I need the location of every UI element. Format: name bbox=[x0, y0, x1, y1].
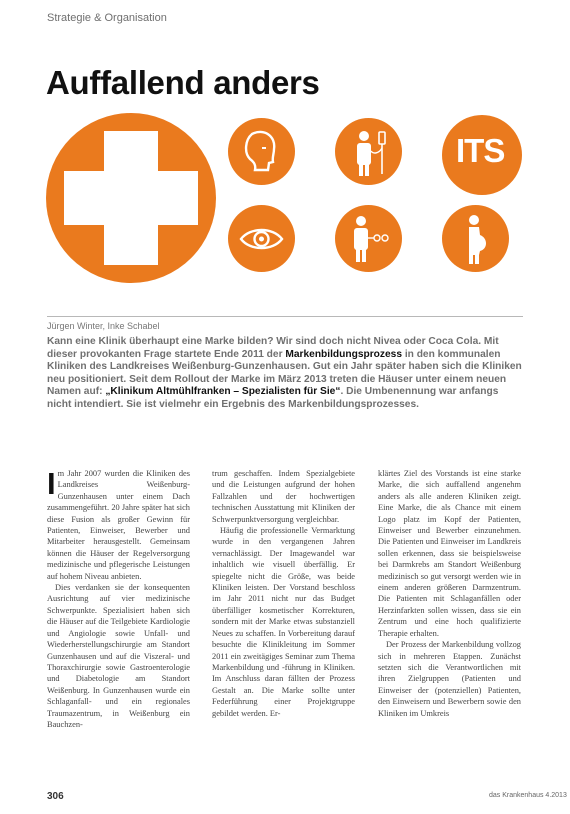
intro-text: in den kommunalen Kliniken des Landkreises Weißenburg-Gunzenhausen. Gut ein Jahr später haben sich die Kliniken neu positioniert. Seit dem Rollout der Marke im März 2013 treten die Häuser unter einem neuen Namen auf: bbox=[47, 348, 522, 398]
paragraph: m Jahr 2007 wurden die Kliniken des Landkreises Weißenburg-Gunzenhausen unter einem Dach zusammengeführt. 20 Jahre später hat sich diese Fusion als großer Gewinn für Patienten, Einweiser, Bewerber und Mitarbeiter herausgestellt. Gemeinsam können die Häuser der Regelversorgung medizinische und pflegerische Leistungen auf hohem Niveau anbieten. bbox=[47, 469, 190, 581]
body-column-3 bbox=[378, 468, 521, 719]
divider bbox=[47, 316, 523, 317]
drop-cap: I bbox=[47, 466, 56, 501]
body-column-2 bbox=[212, 468, 355, 719]
page-number: 306 bbox=[47, 791, 64, 802]
paragraph: Häufig die professionelle Vermarktung wurde in den vergangenen Jahren vernachlässigt. Der Imagewandel war inhaltlich wie visuell überfällig. Er spiegelte nicht die Größe, was beide Kliniken leisten. Der Vorstand beschloss im Jahr 2011 nicht nur das Budget überfälliger kosmetischer Korrekturen, sondern mit der Marke etwas substanziell Neues zu schaffen. In Vorbereitung darauf besuchte die Klinikleitung im Sommer 2011 ein zweitägiges Seminar zum Thema Markenbildung und -führung in Kliniken. Im Anschluss daran fällten der Prozess Gestalt an. Die Marke sollte unter Federführung einer Projektgruppe gebildet werden. Er- bbox=[212, 526, 355, 718]
infusion-patient-icon bbox=[335, 118, 402, 185]
paragraph: Der Prozess der Markenbildung vollzog sich in mehreren Etappen. Zunächst setzten sich die Verantwortlichen mit ihren Zielgruppen (Patienten und Einweiser der (potenziellen) Patienten, den Einweisern und Bewerbern sowie den Kliniken im Umkreis bbox=[378, 640, 521, 718]
page-title: Auffallend anders bbox=[46, 64, 320, 101]
intro-paragraph bbox=[47, 336, 525, 412]
intro-text: . Die Umbenennung war anfangs nicht intendiert. Sie ist vielmehr ein Ergebnis des Markenbildungsprozesses. bbox=[47, 386, 499, 410]
issue-label: das Krankenhaus 4.2013 bbox=[489, 792, 567, 799]
intro-text: Kann eine Klinik überhaupt eine Marke bilden? Wir sind doch nicht Nivea oder Coca Cola. Mit dieser provokanten Frage startete Ende 2011 der bbox=[47, 336, 499, 360]
byline: Jürgen Winter, Inke Schabel bbox=[47, 321, 160, 331]
cross-icon bbox=[46, 113, 216, 283]
its-label: ITS bbox=[456, 132, 505, 169]
intro-highlight-brand-process: Markenbildungsprozess bbox=[285, 348, 402, 360]
section-label: Strategie & Organisation bbox=[47, 12, 167, 24]
paragraph: klärtes Ziel des Vorstands ist eine starke Marke, die sich auffallend angenehm anders als alle anderen Kliniken zeigt. Eine Marke, die als Chance mit einem Logo platz im Kopf der Patienten, Einweiser und Bewerber einzunehmen. Die Patienten und Einweiser im Landkreis sollen erkennen, dass sie beispielsweise bei Darmkrebs am Standort Weißenburg medizinisch so gut versorgt werden wie in einem anderen größeren Darmzentrum. Die Patienten mit Schlaganfällen oder Herzinfarkten sollen wissen, dass sie ein Zentrum und eine hoch qualifizierte Therapie erhalten. bbox=[378, 469, 521, 638]
eye-icon bbox=[228, 205, 295, 272]
patient-profile-icon bbox=[228, 118, 295, 185]
paragraph: trum geschaffen. Indem Spezialgebiete und die Leistungen aufgrund der hohen Fallzahlen und der hochwertigen technischen Ausstattung mit Kliniken der Schwerpunktversorgung vergleichbar. bbox=[212, 469, 355, 524]
body-column-1 bbox=[47, 468, 190, 730]
its-badge bbox=[442, 115, 522, 195]
pregnant-woman-icon bbox=[442, 205, 509, 272]
intro-highlight-new-name: „Klinikum Altmühlfranken – Spezialisten für Sie“ bbox=[105, 386, 341, 398]
paragraph: Dies verdanken sie der konsequenten Ausrichtung auf vier medizinische Schwerpunkte. Spezialisiert haben sich die Häuser auf die Teilgebiete Kardiologie und Angiologie sowie Unfall- und Wiederherstellungschirurgie am Standort Gunzenhausen und auf die Viszeral- und Thoraxchirurgie sowie Gastroenterologie und Diabetologie am Standort Weißenburg. In Gunzenhausen wurde ein Schlaganfall- und ein regionales Traumazentrum, in Weißenburg ein Bauchzen- bbox=[47, 583, 190, 729]
dialysis-patient-icon bbox=[335, 205, 402, 272]
